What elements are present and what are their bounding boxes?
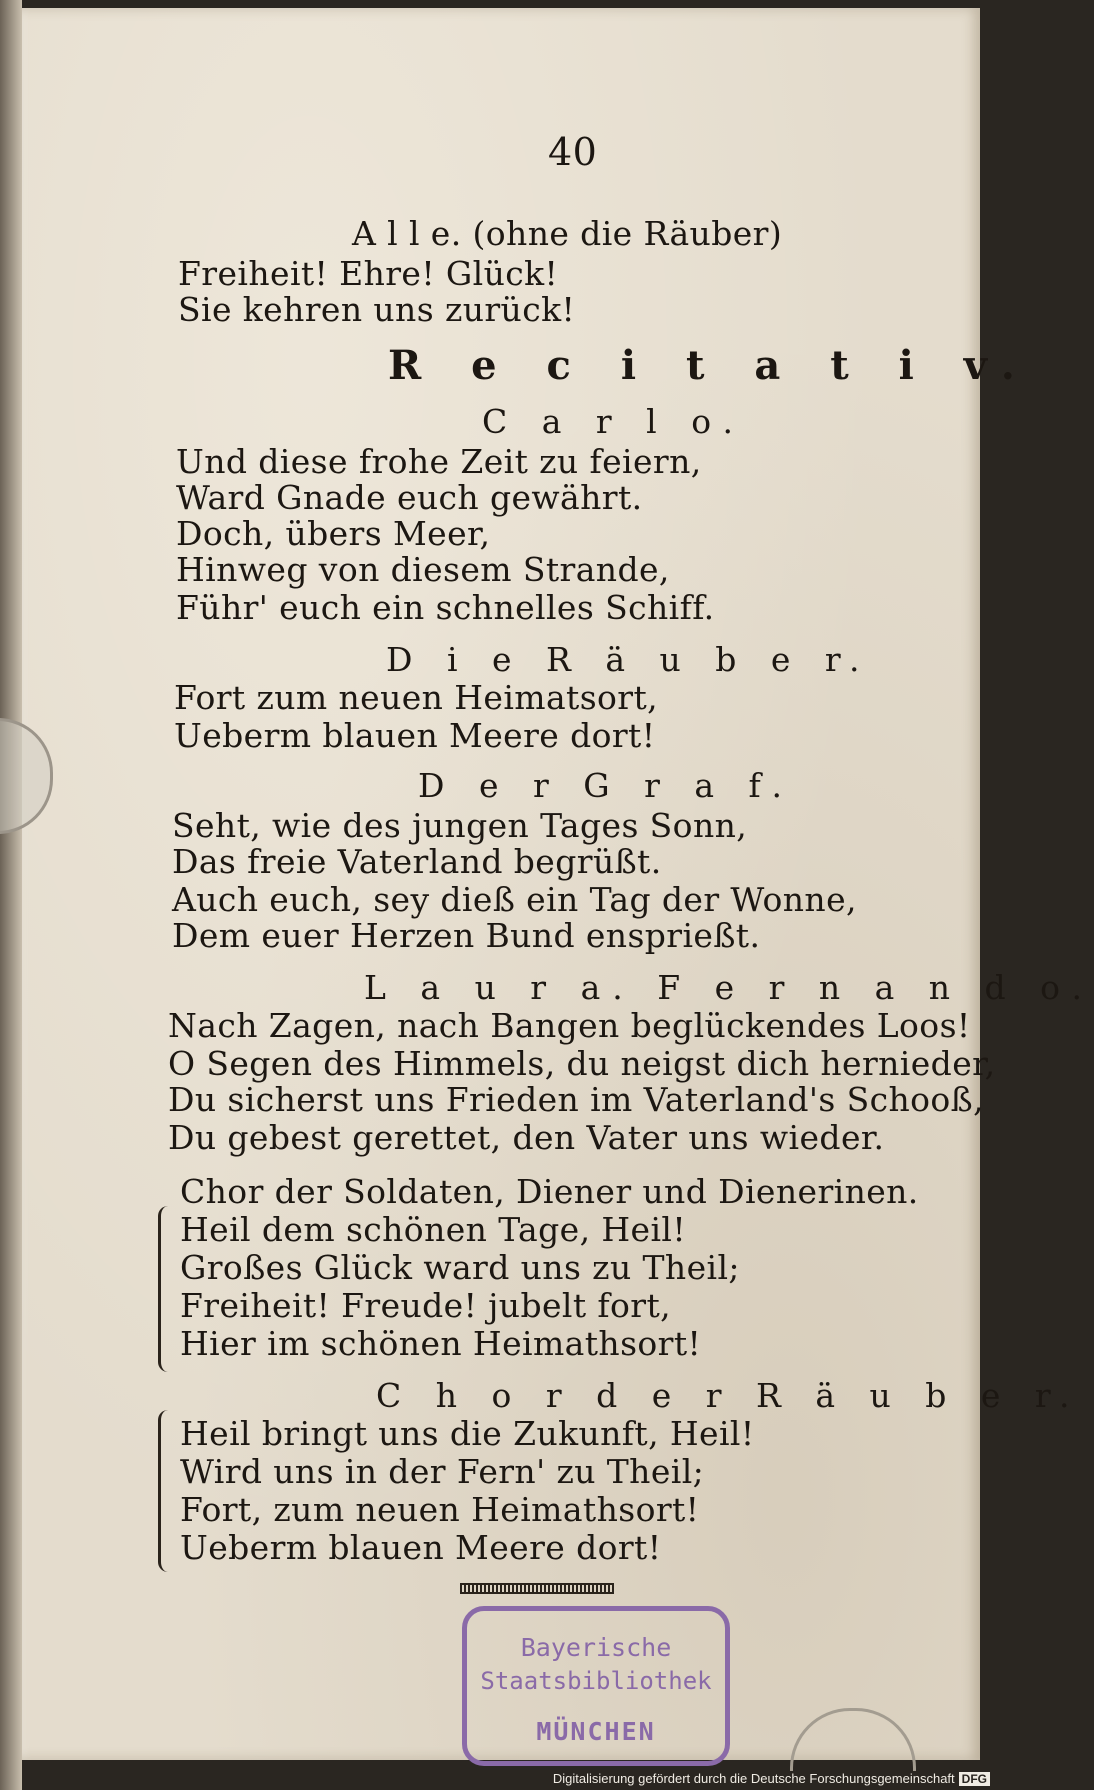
verse-line: Hier im schönen Heimathsort! (180, 1324, 702, 1363)
verse-line: O Segen des Himmels, du neigst dich hernieder, (168, 1044, 996, 1083)
speaker-alle: A l l e. (ohne die Räuber) (352, 214, 783, 253)
closing-rule (460, 1583, 614, 1594)
dfg-logo: DFG (959, 1772, 990, 1786)
verse-line: Seht, wie des jungen Tages Sonn, (172, 806, 748, 845)
stamp-line: Staatsbibliothek (480, 1667, 712, 1695)
speaker-der-graf: D e r G r a f. (418, 766, 795, 805)
brace-chor-raeuber (158, 1410, 173, 1572)
verse-line: Heil dem schönen Tage, Heil! (180, 1210, 687, 1249)
speaker-laura-fernando: L a u r a. F e r n a n d o. (364, 968, 1094, 1007)
stamp-line: MÜNCHEN (536, 1717, 656, 1746)
page-gutter (0, 0, 22, 1790)
verse-line: Ward Gnade euch gewährt. (176, 478, 643, 517)
verse-line: Großes Glück ward uns zu Theil; (180, 1248, 740, 1287)
verse-line: Und diese frohe Zeit zu feiern, (176, 442, 702, 481)
verse-line: Ueberm blauen Meere dort! (174, 716, 656, 755)
verse-line: Sie kehren uns zurück! (178, 290, 576, 329)
verse-line: Auch euch, sey dieß ein Tag der Wonne, (172, 880, 857, 919)
section-heading-recitativ: R e c i t a t i v. (388, 342, 1033, 389)
speaker-die-raeuber: D i e R ä u b e r. (386, 640, 872, 679)
speaker-chor-soldaten: Chor der Soldaten, Diener und Dienerinen. (180, 1172, 919, 1211)
brace-chor-soldaten (158, 1206, 173, 1372)
verse-line: Das freie Vaterland begrüßt. (172, 842, 662, 881)
verse-line: Dem euer Herzen Bund enspriеßt. (172, 916, 761, 955)
verse-line: Nach Zagen, nach Bangen beglückendes Loos! (168, 1006, 971, 1045)
verse-line: Hinweg von diesem Strande, (176, 550, 670, 589)
library-stamp (462, 1606, 730, 1766)
verse-line: Wird uns in der Fern' zu Theil; (180, 1452, 705, 1491)
speaker-carlo: C a r l o. (482, 402, 745, 441)
verse-line: Du gebest gerettet, den Vater uns wieder. (168, 1118, 885, 1157)
verse-line: Führ' euch ein schnelles Schiff. (176, 588, 715, 627)
verse-line: Doch, übers Meer, (176, 514, 491, 553)
speaker-chor-raeuber: C h o r d e r R ä u b e r. (376, 1376, 1082, 1415)
verse-line: Ueberm blauen Meere dort! (180, 1528, 662, 1567)
digitization-credit (553, 1771, 990, 1786)
verse-line: Fort zum neuen Heimatsort, (174, 678, 659, 717)
stamp-line: Bayerische (520, 1633, 672, 1662)
verse-line: Freiheit! Freude! jubelt fort, (180, 1286, 672, 1325)
verse-line: Heil bringt uns die Zukunft, Heil! (180, 1414, 755, 1453)
verse-line: Freiheit! Ehre! Glück! (178, 254, 559, 293)
credit-text: Digitalisierung gefördert durch die Deutsche Forschungsgemeinschaft (552, 1771, 955, 1786)
verse-line: Du sicherst uns Frieden im Vaterland's Schooß, (168, 1080, 984, 1119)
verse-line: Fort, zum neuen Heimathsort! (180, 1490, 700, 1529)
page-number: 40 (548, 130, 598, 174)
